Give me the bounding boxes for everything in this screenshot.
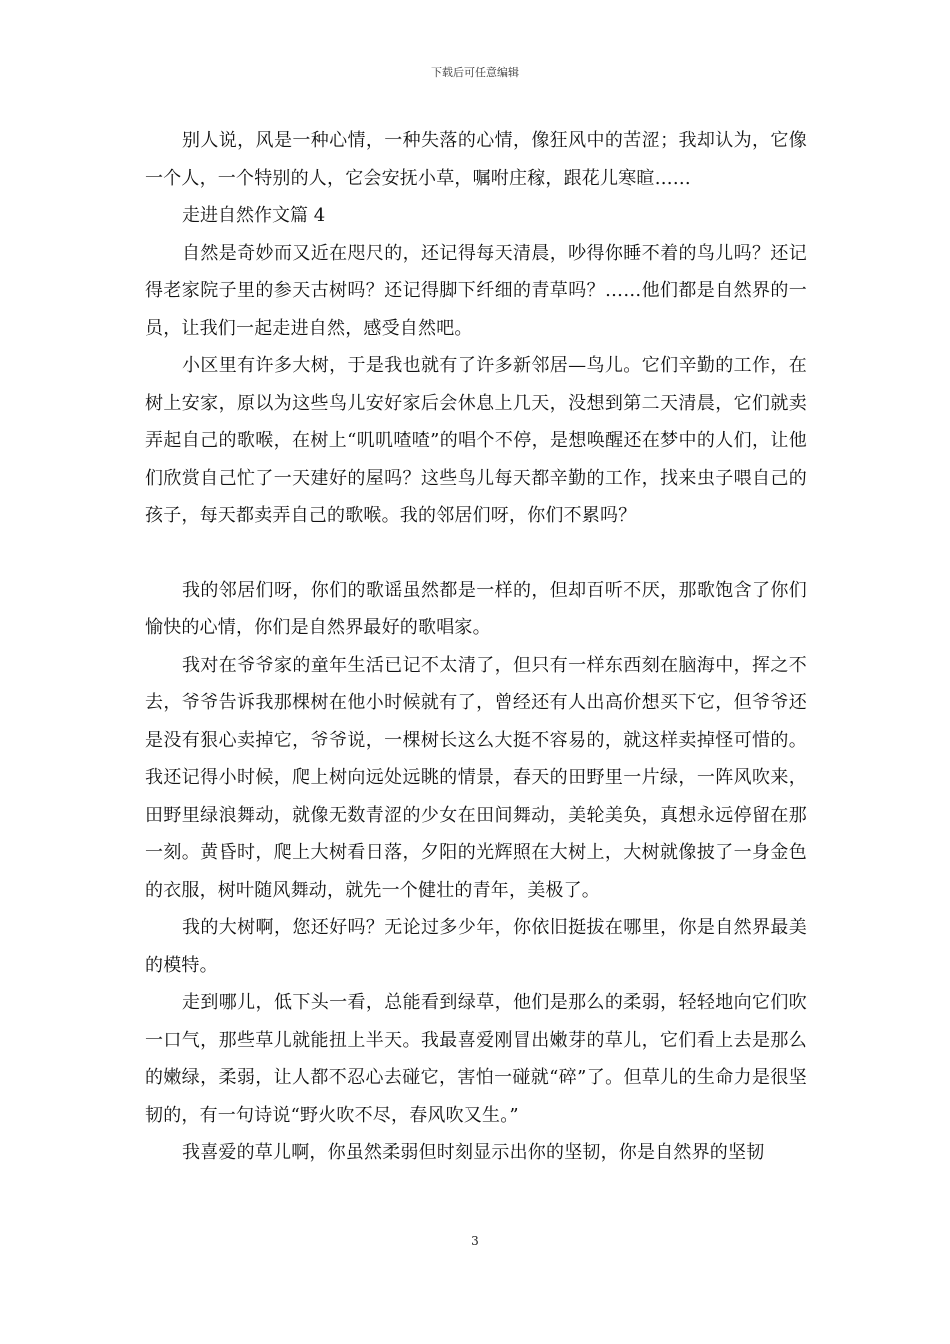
- paragraph-8: 我喜爱的草儿啊，你虽然柔弱但时刻显示出你的坚韧，你是自然界的坚韧: [182, 1142, 765, 1163]
- document-body: [145, 122, 807, 1172]
- section-heading: 走进自然作文篇 4: [182, 205, 326, 226]
- paragraph-3: 小区里有许多大树，于是我也就有了许多新邻居—鸟儿。它们辛勤的工作，在树上安家，原以为这些鸟儿安好家后会休息上几天，没想到第二天清晨，它们就卖弄起自己的歌喉，在树上“叽叽喳喳”的唱个不停，是想唤醒还在梦中的人们，让他们欣赏自己忙了一天建好的屋吗？这些鸟儿每天都辛勤的工作，找来虫子喂自己的孩子，每天都卖弄自己的歌喉。我的邻居们呀，你们不累吗？: [145, 355, 807, 526]
- paragraph-4: 我的邻居们呀，你们的歌谣虽然都是一样的，但却百听不厌，那歌饱含了你们愉快的心情，你们是自然界最好的歌唱家。: [145, 579, 807, 638]
- paragraph-5: 我对在爷爷家的童年生活已记不太清了，但只有一样东西刻在脑海中，挥之不去，爷爷告诉我那棵树在他小时候就有了，曾经还有人出高价想买下它，但爷爷还是没有狠心卖掉它，爷爷说，一棵树长这么大挺不容易的，就这样卖掉怪可惜的。我还记得小时候，爬上树向远处远眺的情景，春天的田野里一片绿，一阵风吹来，田野里绿浪舞动，就像无数青涩的少女在田间舞动，美轮美奂，真想永远停留在那一刻。黄昏时，爬上大树看日落，夕阳的光辉照在大树上，大树就像披了一身金色的衣服，树叶随风舞动，就先一个健壮的青年，美极了。: [145, 654, 807, 901]
- paragraph-1: 别人说，风是一种心情，一种失落的心情，像狂风中的苦涩；我却认为，它像一个人，一个特别的人，它会安抚小草，嘱咐庄稼，跟花儿寒暄……: [145, 130, 807, 189]
- paragraph-2: 自然是奇妙而又近在咫尺的，还记得每天清晨，吵得你睡不着的鸟儿吗？还记得老家院子里的参天古树吗？还记得脚下纤细的青草吗？……他们都是自然界的一员，让我们一起走进自然，感受自然吧。: [145, 242, 807, 339]
- paragraph-7: 走到哪儿，低下头一看，总能看到绿草，他们是那么的柔弱，轻轻地向它们吹一口气，那些草儿就能扭上半天。我最喜爱刚冒出嫩芽的草儿，它们看上去是那么的嫩绿，柔弱，让人都不忍心去碰它，害怕一碰就“碎”了。但草儿的生命力是很坚韧的，有一句诗说“野火吹不尽，春风吹又生。”: [145, 992, 807, 1126]
- blank-line: [145, 535, 807, 572]
- page-header: 下载后可任意编辑: [431, 66, 519, 79]
- paragraph-6: 我的大树啊，您还好吗？无论过多少年，你依旧挺拔在哪里，你是自然界最美的模特。: [145, 917, 807, 976]
- page-number: 3: [471, 1234, 479, 1248]
